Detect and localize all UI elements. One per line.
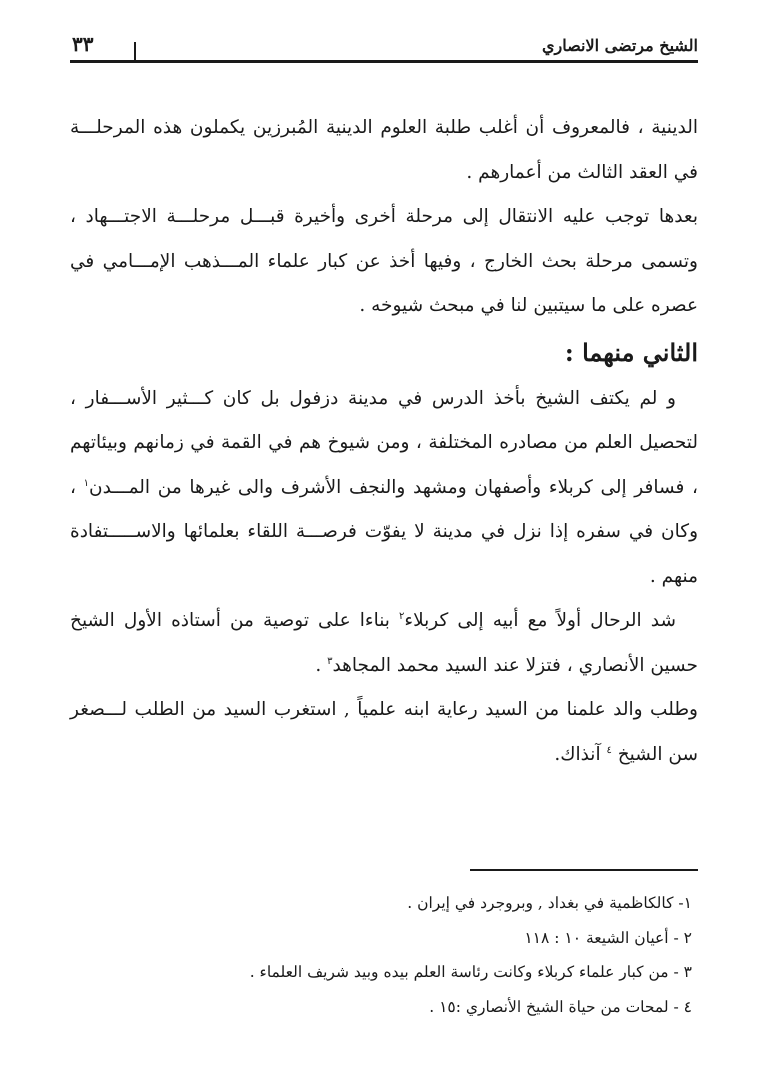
section-heading: الثاني منهما : bbox=[564, 337, 698, 367]
paragraph-4 bbox=[70, 599, 698, 688]
running-header bbox=[70, 32, 698, 62]
footnote-2: ٢ - أعيان الشيعة ١٠ : ١١٨ bbox=[524, 928, 692, 947]
paragraph-5-text-a: وطلب والد علمنا من السيد رعاية ابنه علمياً , استغرب السيد من الطلب لـــصغر سن الشيخ bbox=[70, 699, 698, 765]
paragraph-4-text-a: شد الرحال أولاً مع أبيه إلى كربلاء bbox=[404, 610, 676, 631]
paragraph-4-text-b: بناءا على توصية من أستاذه الأول الشيخ حسين الأنصاري ، فتزلا عند السيد محمد المجاهد bbox=[70, 610, 698, 676]
footnote-separator bbox=[470, 869, 698, 871]
footnote-3: ٣ - من كبار علماء كربلاء وكانت رئاسة العلم بيده وبيد شريف العلماء . bbox=[249, 963, 692, 981]
body-text bbox=[70, 106, 698, 777]
paragraph-5 bbox=[70, 688, 698, 777]
header-rule bbox=[70, 60, 698, 63]
footnote-ref-3: ٣ bbox=[327, 655, 333, 667]
paragraph-3 bbox=[70, 377, 698, 600]
footnote-1: ١- كالكاظمية في بغداد , وبروجرد في إيران . bbox=[407, 894, 692, 912]
footnote-ref-2: ٢ bbox=[399, 610, 405, 622]
paragraph-2: بعدها توجب عليه الانتقال إلى مرحلة أخرى وأخيرة قبـــل مرحلـــة الاجتـــهاد ، وتسمى مرحلة بحث الخارج ، وفيها أخذ عن كبار علماء المـــذهب الإمـــامي في عصره على ما سيتبين لنا في مبحث شيوخه . bbox=[70, 206, 698, 316]
header-tick-mark bbox=[134, 42, 136, 62]
header-title: الشيخ مرتضى الانصاري bbox=[542, 36, 698, 55]
paragraph-5-text-b: آنذاك. bbox=[554, 743, 607, 765]
paragraph-1: الدينية ، فالمعروف أن أغلب طلبة العلوم الدينية المُبرزين يكملون هذه المرحلـــة في العقد الثالث من أعمارهم . bbox=[70, 117, 698, 183]
page-number: ٣٣ bbox=[72, 32, 94, 56]
paragraph-3-text-b: ، وكان في سفره إذا نزل في مدينة لا يفوّت فرصـــة اللقاء بعلمائها والاســـــتفادة منهم . bbox=[70, 476, 698, 587]
paragraph-4-text-c: . bbox=[315, 654, 328, 676]
paragraph-3-text-a: و لم يكتف الشيخ بأخذ الدرس في مدينة دزفول بل كان كـــثير الأســـفار ، لتحصيل العلم من مصادره المختلفة ، ومن شيوخ هم في القمة في زمانهم وبيئاتهم ، فسافر إلى كربلاء وأصفهان ومشهد والنجف الأشرف والى غيرها من المـــدن bbox=[70, 387, 698, 498]
footnote-ref-1: ١ bbox=[83, 477, 90, 489]
footnote-ref-4: ٤ bbox=[606, 744, 612, 756]
footnotes bbox=[70, 886, 698, 1024]
footnote-4: ٤ - لمحات من حياة الشيخ الأنصاري :١٥ . bbox=[429, 997, 692, 1016]
